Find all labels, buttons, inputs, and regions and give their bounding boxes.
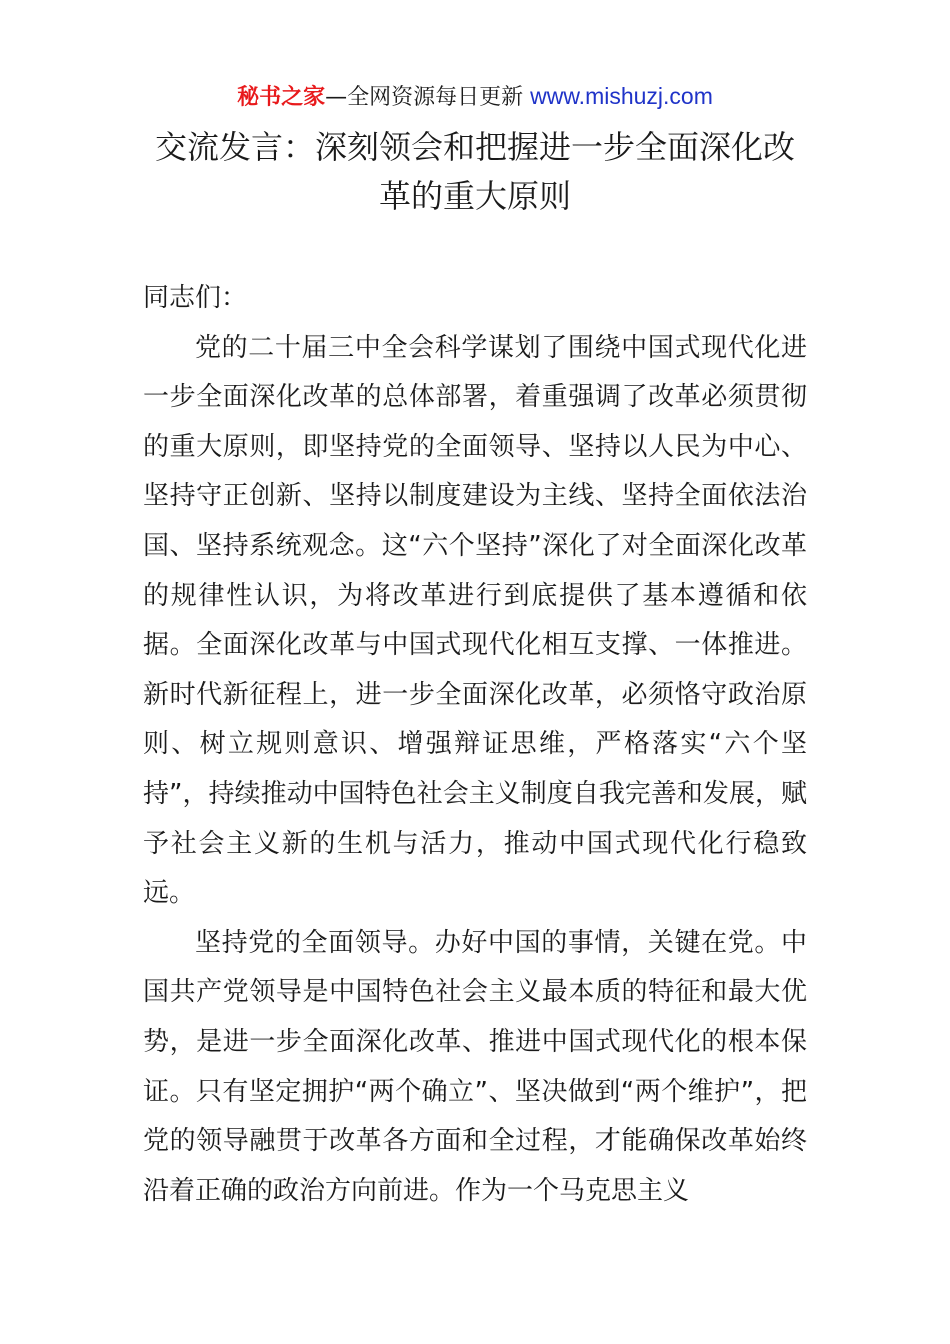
salutation: 同志们： <box>143 283 248 313</box>
site-url-link[interactable]: www.mishuzj.com <box>530 83 713 109</box>
body-paragraph: 坚持党的全面领导。办好中国的事情，关键在党。中国共产党领导是中国特色社会主义最本质的特征和最大优势，是进一步全面深化改革、推进中国式现代化的根本保证。只有坚定拥护“两个确立”、坚决做到“两个维护”，把党的领导融贯于改革各方面和全过程，才能确保改革始终沿着正确的政治方向前进。作为一个马克思主义 <box>143 927 807 1206</box>
site-header <box>0 80 950 114</box>
header-tagline: —全网资源每日更新 <box>325 85 524 110</box>
brand-name: 秘书之家 <box>237 85 326 110</box>
body-paragraph: 党的二十届三中全会科学谋划了围绕中国式现代化进一步全面深化改革的总体部署，着重强调了改革必须贯彻的重大原则，即坚持党的全面领导、坚持以人民为中心、坚持守正创新、坚持以制度建设为主线、坚持全面依法治国、坚持系统观念。这“六个坚持”深化了对全面深化改革的规律性认识，为将改革进行到底提供了基本遵循和依据。全面深化改革与中国式现代化相互支撑、一体推进。新时代新征程上，进一步全面深化改革，必须恪守政治原则、树立规则意识、增强辩证思维，严格落实“六个坚持”，持续推动中国特色社会主义制度自我完善和发展，赋予社会主义新的生机与活力，推动中国式现代化行稳致远。 <box>143 332 807 909</box>
document-title: 交流发言：深刻领会和把握进一步全面深化改革的重大原则 <box>154 128 795 215</box>
document-body <box>143 274 807 1216</box>
